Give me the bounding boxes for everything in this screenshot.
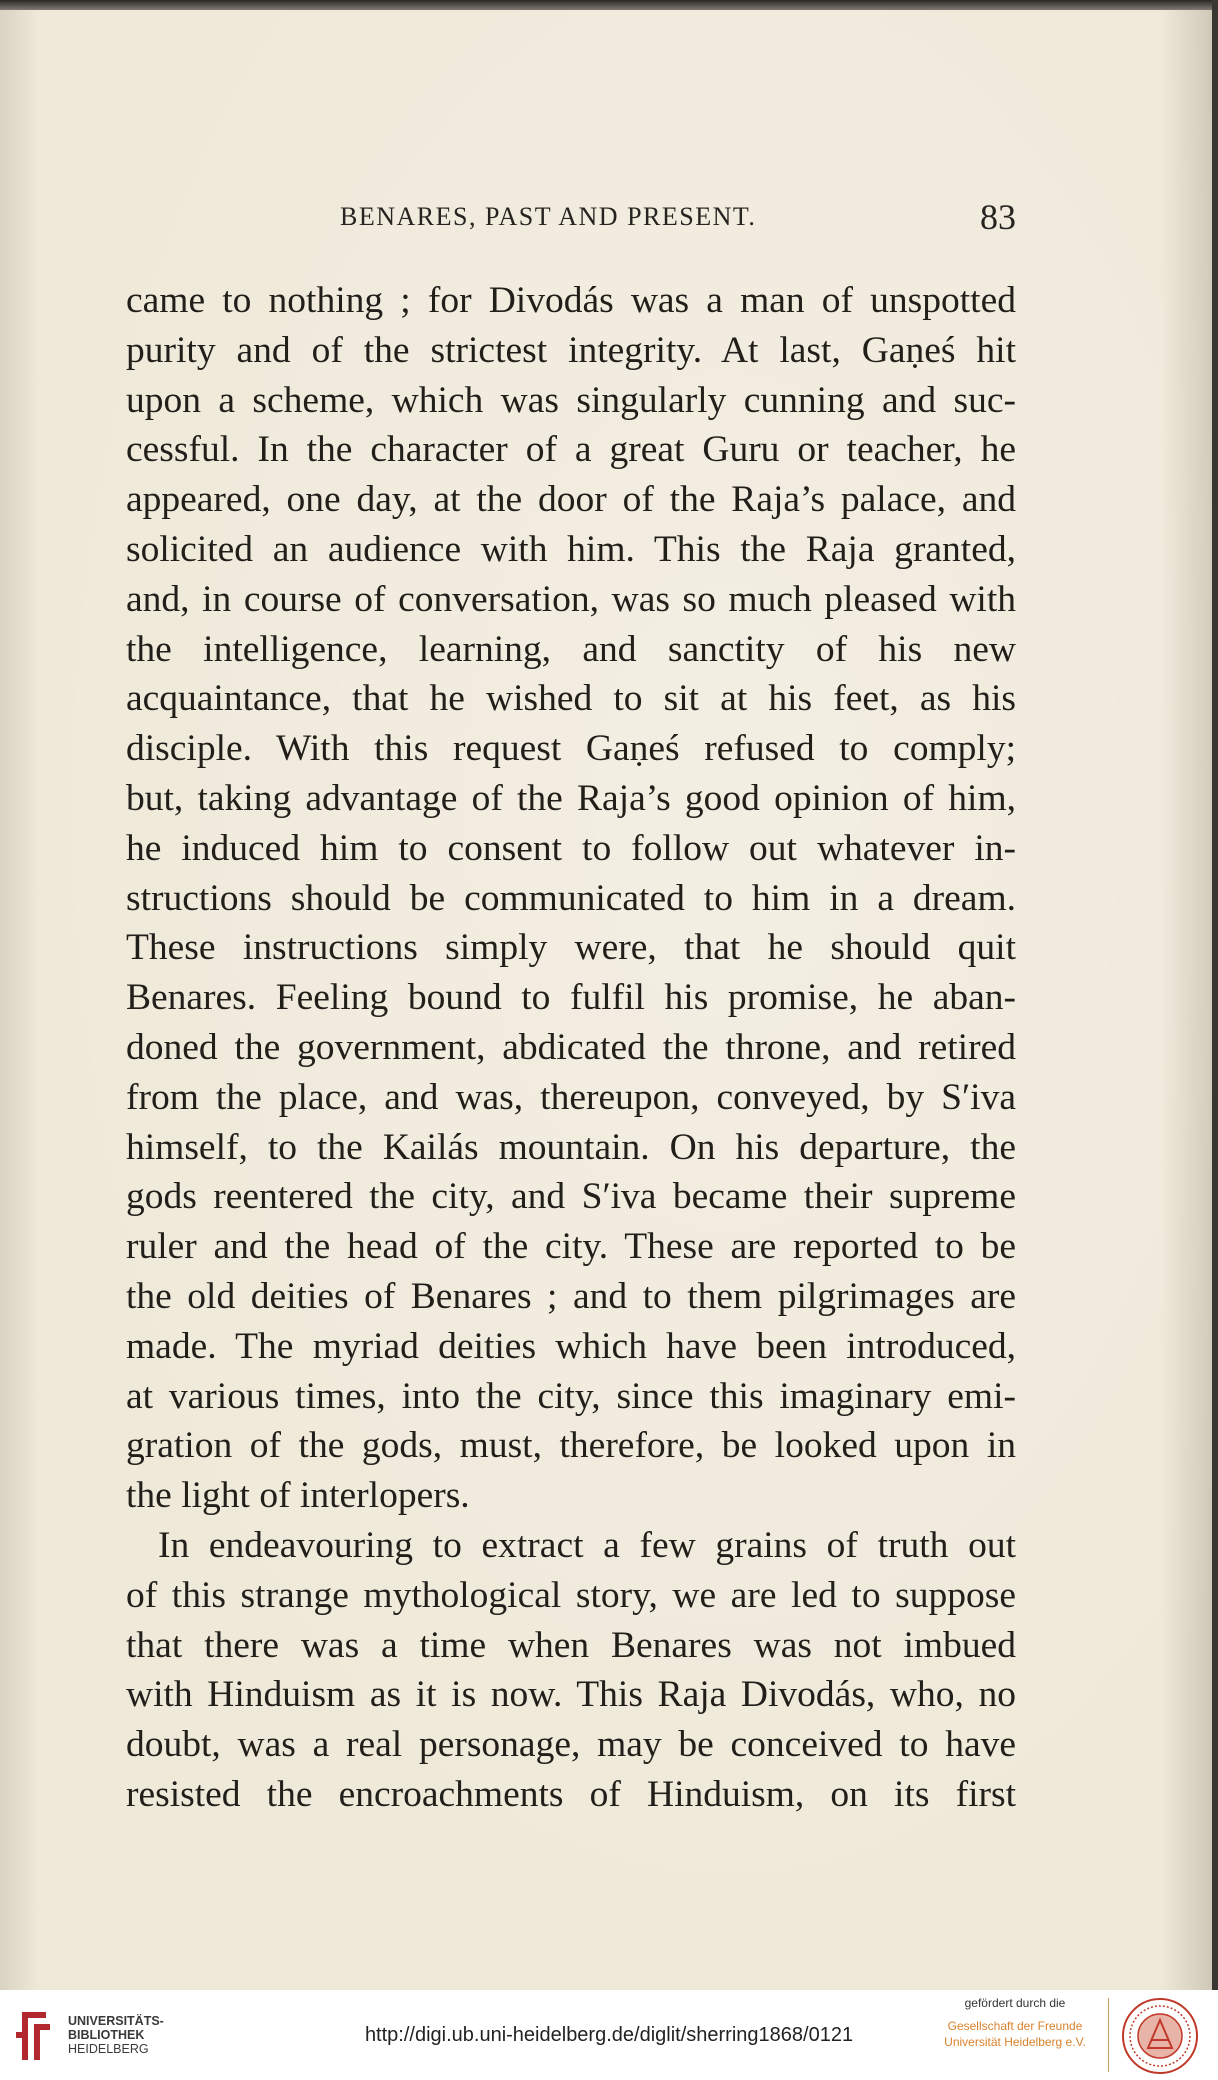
footer-divider xyxy=(1108,1998,1109,2072)
text-line: gration of the gods, must, therefore, be looked upon in xyxy=(126,1425,1016,1467)
paragraph-start-line: In endeavouring to extract a few grains of truth out xyxy=(158,1524,1016,1566)
scan-right-edge xyxy=(1212,0,1218,1990)
text-line: upon a scheme, which was singularly cunning and suc- xyxy=(126,379,1016,421)
text-line: that there was a time when Benares was not imbued xyxy=(126,1624,1016,1666)
text-line: doubt, was a real personage, may be conceived to have xyxy=(126,1724,1016,1766)
text-line: the intelligence, learning, and sanctity of his new xyxy=(126,628,1016,670)
university-seal-icon[interactable] xyxy=(1120,1996,1200,2076)
text-line: cessful. In the character of a great Guru or teacher, he xyxy=(126,429,1016,471)
text-line: resisted the encroachments of Hinduism, on its first xyxy=(126,1773,1016,1815)
page-header xyxy=(126,196,1016,244)
text-line: of this strange mythological story, we are led to suppose xyxy=(126,1574,1016,1616)
digitization-footer xyxy=(0,1990,1218,2080)
text-line: gods reentered the city, and S′iva became their supreme xyxy=(126,1176,1016,1218)
text-line: Benares. Feeling bound to fulfil his promise, he aban- xyxy=(126,977,1016,1019)
library-name-line: UNIVERSITÄTS- xyxy=(68,2014,164,2028)
text-line: structions should be communicated to him in a dream. xyxy=(126,877,1016,919)
running-head: BENARES, PAST AND PRESENT. xyxy=(340,202,757,231)
text-line: at various times, into the city, since this imaginary emi- xyxy=(126,1375,1016,1417)
text-line: disciple. With this request Gaṇeś refused to comply; xyxy=(126,728,1016,770)
text-line: from the place, and was, thereupon, conveyed, by S′iva xyxy=(126,1076,1016,1118)
sponsor-label: gefördert durch die xyxy=(964,1996,1066,2010)
permalink-url[interactable]: http://digi.ub.uni-heidelberg.de/diglit/sherring1868/0121 xyxy=(364,2024,854,2046)
text-line: appeared, one day, at the door of the Raja’s palace, and xyxy=(126,479,1016,521)
sponsor-block[interactable] xyxy=(930,1996,1100,2050)
text-line: doned the government, abdicated the throne, and retired xyxy=(126,1026,1016,1068)
text-line: acquaintance, that he wished to sit at his feet, as his xyxy=(126,678,1016,720)
body-text xyxy=(126,276,1016,1820)
library-name-line: HEIDELBERG xyxy=(68,2042,149,2056)
text-line: but, taking advantage of the Raja’s good opinion of him, xyxy=(126,777,1016,819)
text-line: he induced him to consent to follow out whatever in- xyxy=(126,827,1016,869)
text-line: came to nothing ; for Divodás was a man of unspotted xyxy=(126,280,1016,321)
sponsor-name-line: Universität Heidelberg e.V. xyxy=(944,2035,1086,2049)
text-line: the old deities of Benares ; and to them pilgrimages are xyxy=(126,1275,1016,1317)
text-line: ruler and the head of the city. These are reported to be xyxy=(126,1226,1016,1268)
text-line: with Hinduism as it is now. This Raja Divodás, who, no xyxy=(126,1674,1016,1716)
text-line: solicited an audience with him. This the Raja granted, xyxy=(126,528,1016,570)
sponsor-name-line: Gesellschaft der Freunde xyxy=(947,2019,1083,2033)
text-line: purity and of the strictest integrity. At last, Gaṇeś hit xyxy=(126,329,1016,371)
library-name-line: BIBLIOTHEK xyxy=(68,2028,145,2042)
text-line: and, in course of conversation, was so much pleased with xyxy=(126,578,1016,620)
page-number: 83 xyxy=(980,197,1016,237)
text-line: These instructions simply were, that he should quit xyxy=(126,927,1016,969)
paragraph-end-line: the light of interlopers. xyxy=(126,1475,470,1517)
text-line: made. The myriad deities which have been introduced, xyxy=(126,1325,1016,1367)
book-page xyxy=(0,10,1212,1990)
text-line: himself, to the Kailás mountain. On his departure, the xyxy=(126,1126,1016,1168)
